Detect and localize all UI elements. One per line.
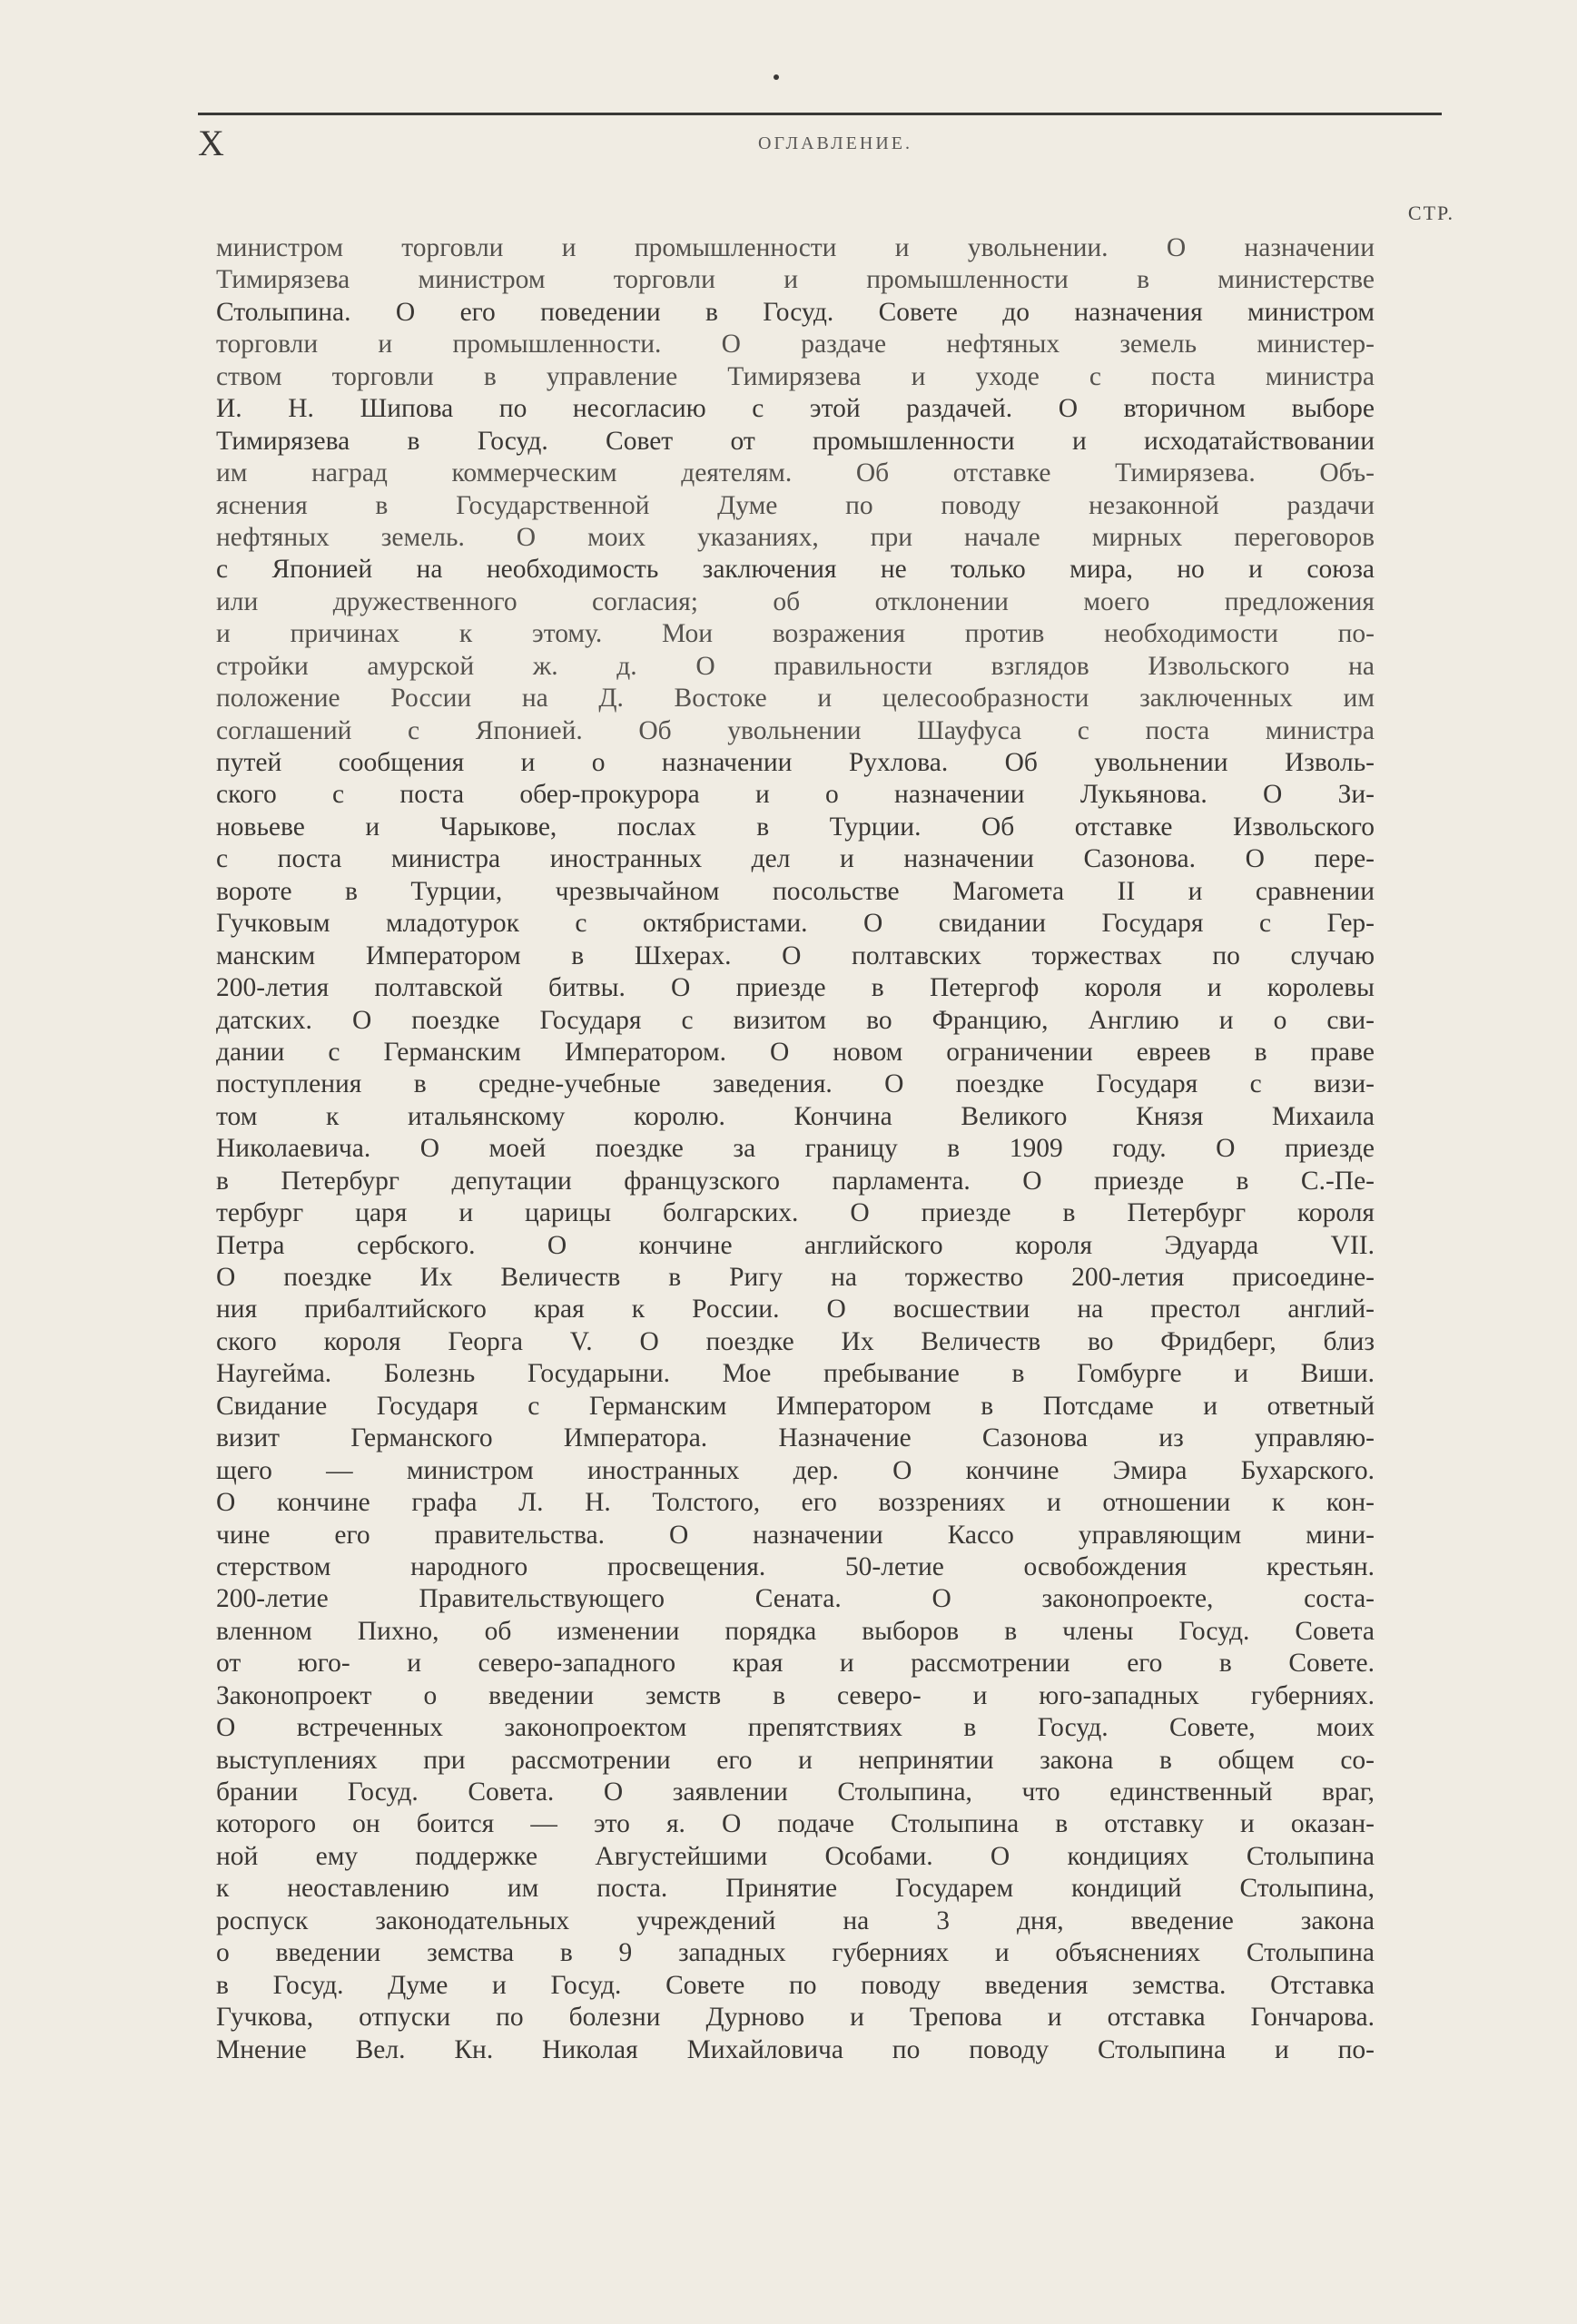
contents-text-block — [216, 232, 1375, 2066]
text-line: соглашений с Японией. Об увольнении Шауфуса с поста министра — [216, 715, 1375, 745]
text-line: ского с поста обер-прокурора и о назначении Лукьянова. О Зи- — [216, 780, 1375, 810]
text-line: Столыпина. О его поведении в Госуд. Совете до назначения министром — [216, 297, 1375, 327]
text-line: щего — министром иностранных дер. О кончине Эмира Бухарского. — [216, 1455, 1375, 1485]
text-line: путей сообщения и о назначении Рухлова. Об увольнении Изволь- — [216, 748, 1375, 777]
text-line: с Японией на необходимость заключения не только мира, но и союза — [216, 555, 1375, 585]
text-line: и причинах к этому. Мои возражения против необходимости по- — [216, 619, 1375, 649]
text-line: с поста министра иностранных дел и назначении Сазонова. О пере- — [216, 844, 1375, 874]
text-line: вороте в Турции, чрезвычайном посольстве Магомета II и сравнении — [216, 876, 1375, 906]
text-line: выступлениях при рассмотрении его и непринятии закона в общем со- — [216, 1745, 1375, 1775]
text-line: Николаевича. О моей поездке за границу в 1909 году. О приезде — [216, 1134, 1375, 1164]
text-line: новьеве и Чарыкове, послах в Турции. Об отставке Извольского — [216, 812, 1375, 842]
text-line: ной ему поддержке Августейшими Особами. О кондициях Столыпина — [216, 1841, 1375, 1871]
header-rule — [198, 113, 1442, 115]
running-head: ОГЛАВЛЕНИЕ. — [758, 133, 912, 153]
text-line: Гучкова, отпуски по болезни Дурново и Трепова и отставка Гончарова. — [216, 2003, 1375, 2033]
text-line: от юго- и северо-западного края и рассмотрении его в Совете. — [216, 1649, 1375, 1679]
text-line: 200-летие Правительствующего Сената. О законопроекте, соста- — [216, 1584, 1375, 1614]
text-line: Мнение Вел. Кн. Николая Михайловича по поводу Столыпина и по- — [216, 2034, 1375, 2064]
text-line: манским Императором в Шхерах. О полтавских торжествах по случаю — [216, 940, 1375, 970]
text-line: ством торговли в управление Тимирязева и уходе с поста министра — [216, 361, 1375, 391]
text-line: им наград коммерческим деятелям. Об отставке Тимирязева. Объ- — [216, 458, 1375, 488]
text-line: 200-летия полтавской битвы. О приезде в Петергоф короля и королевы — [216, 973, 1375, 1003]
text-line: Законопроект о введении земств в северо- и юго-западных губерниях. — [216, 1680, 1375, 1710]
text-line: И. Н. Шипова по несогласию с этой раздачей. О вторичном выборе — [216, 394, 1375, 424]
text-line: датских. О поездке Государя с визитом во Францию, Англию и о сви- — [216, 1005, 1375, 1035]
text-line: в Госуд. Думе и Госуд. Совете по поводу введения земства. Отставка — [216, 1970, 1375, 2000]
text-line: вленном Пихно, об изменении порядка выборов в члены Госуд. Совета — [216, 1616, 1375, 1646]
text-line: которого он боится — это я. О подаче Столыпина в отставку и оказан- — [216, 1809, 1375, 1839]
text-line: Гучковым младотурок с октябристами. О свидании Государя с Гер- — [216, 909, 1375, 939]
text-line: Свидание Государя с Германским Императором в Потсдаме и ответный — [216, 1391, 1375, 1421]
text-line: в Петербург депутации французского парламента. О приезде в С.-Пе- — [216, 1166, 1375, 1196]
text-line: Тимирязева в Госуд. Совет от промышленности и исходатайствовании — [216, 426, 1375, 456]
text-line: министром торговли и промышленности и увольнении. О назначении — [216, 233, 1375, 262]
text-line: Наугейма. Болезнь Государыни. Мое пребывание в Гомбурге и Виши. — [216, 1359, 1375, 1389]
page-number: X — [198, 123, 224, 163]
text-line: торговли и промышленности. О раздаче нефтяных земель министер- — [216, 330, 1375, 359]
page-column-label: СТР. — [1407, 202, 1454, 224]
text-line: Петра сербского. О кончине английского короля Эдуарда VII. — [216, 1230, 1375, 1260]
text-line: стерством народного просвещения. 50-летие освобождения крестьян. — [216, 1551, 1375, 1581]
text-line: ния прибалтийского края к России. О восшествии на престол англий- — [216, 1295, 1375, 1324]
text-line: поступления в средне-учебные заведения. О поездке Государя с визи- — [216, 1069, 1375, 1099]
text-line: брании Госуд. Совета. О заявлении Столыпина, что единственный враг, — [216, 1777, 1375, 1807]
text-line: О кончине графа Л. Н. Толстого, его воззрениях и отношении к кон- — [216, 1488, 1375, 1518]
text-line: тербург царя и царицы болгарских. О приезде в Петербург короля — [216, 1198, 1375, 1228]
text-line: визит Германского Императора. Назначение Сазонова из управляю- — [216, 1423, 1375, 1453]
text-line: яснения в Государственной Думе по поводу незаконной раздачи — [216, 490, 1375, 520]
text-line: О поездке Их Величеств в Ригу на торжество 200-летия присоедине- — [216, 1263, 1375, 1292]
text-line: к неоставлению им поста. Принятие Государем кондиций Столыпина, — [216, 1874, 1375, 1904]
text-line: о введении земства в 9 западных губерниях и объяснениях Столыпина — [216, 1938, 1375, 1968]
ink-dot-mark — [774, 74, 779, 80]
text-line: или дружественного согласия; об отклонении моего предложения — [216, 586, 1375, 616]
text-line: том к итальянскому королю. Кончина Великого Князя Михаила — [216, 1101, 1375, 1131]
text-line: Тимирязева министром торговли и промышленности в министерстве — [216, 265, 1375, 295]
text-line: ского короля Георга V. О поездке Их Величеств во Фридберг, близ — [216, 1326, 1375, 1356]
text-line: чине его правительства. О назначении Кассо управляющим мини- — [216, 1520, 1375, 1550]
text-line: нефтяных земель. О моих указаниях, при начале мирных переговоров — [216, 522, 1375, 552]
text-line: стройки амурской ж. д. О правильности взглядов Извольского на — [216, 651, 1375, 681]
text-line: роспуск законодательных учреждений на 3 дня, введение закона — [216, 1905, 1375, 1935]
text-line: дании с Германским Императором. О новом ограничении евреев в праве — [216, 1037, 1375, 1067]
text-line: положение России на Д. Востоке и целесообразности заключенных им — [216, 684, 1375, 714]
text-line: О встреченных законопроектом препятствиях в Госуд. Совете, моих — [216, 1713, 1375, 1743]
